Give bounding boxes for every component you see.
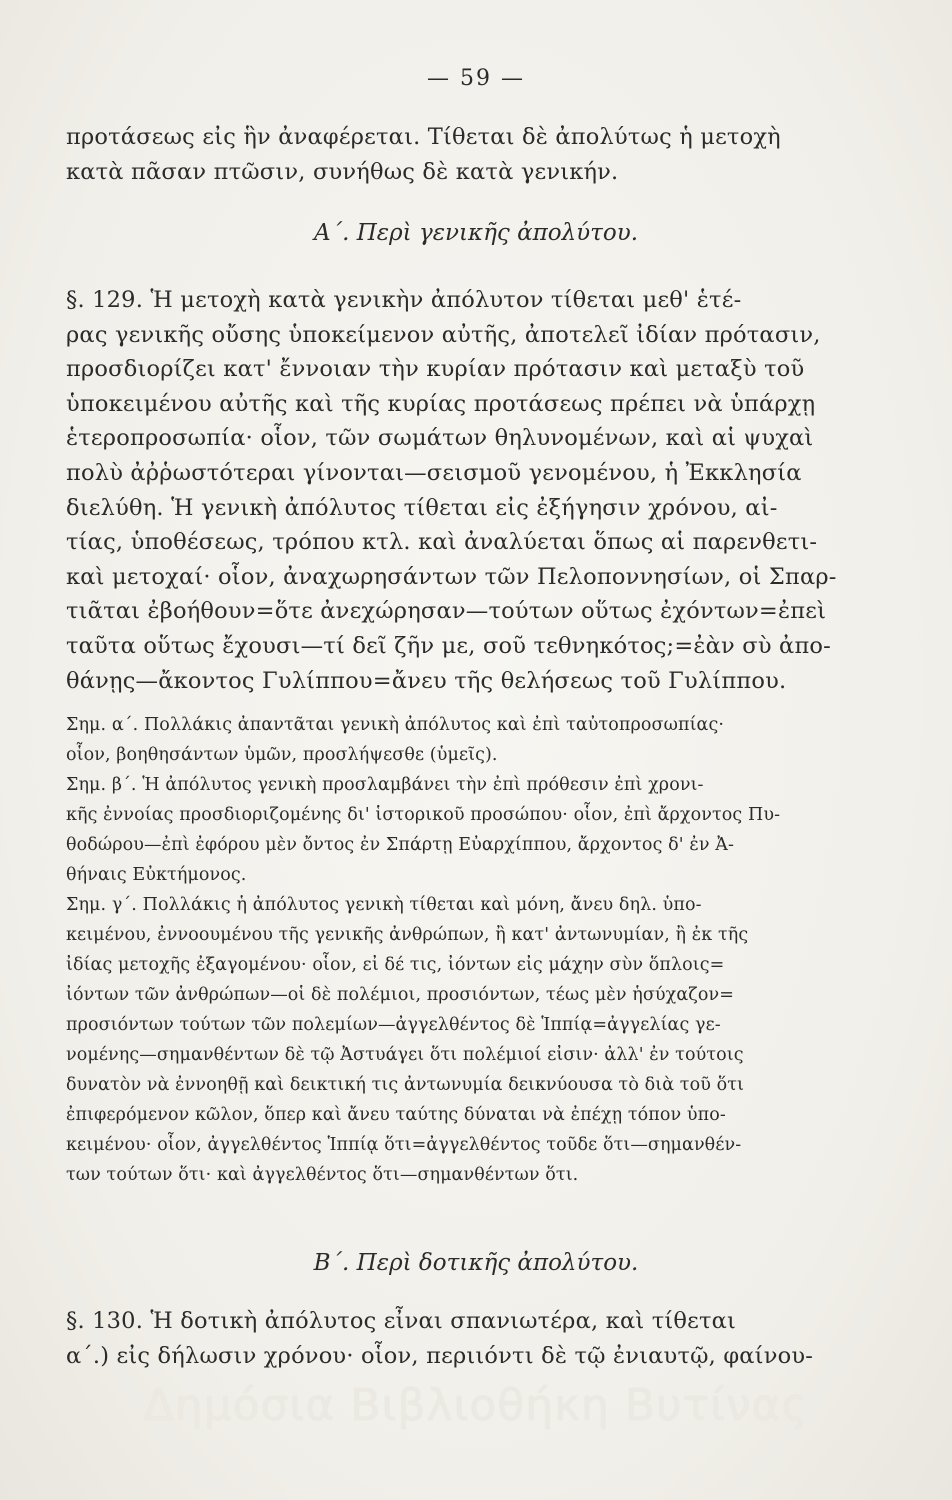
library-watermark: Δημόσια Βιβλιοθήκη Βυτίνας [143,1380,809,1431]
text-line: διελύθη. Ἡ γενικὴ ἀπόλυτος τίθεται εἰς ἐξήγησιν χρόνου, αἰ- [66,494,778,521]
note-line: προσιόντων τούτων τῶν πολεμίων—ἀγγελθέντος δὲ Ἱππίᾳ=ἀγγελίας γε- [66,1015,721,1035]
text-line: ταῦτα οὕτως ἔχουσι—τί δεῖ ζῆν με, σοῦ τεθνηκότος;=ἐὰν σὺ ἀπο- [66,632,831,659]
note-line: Σημ. β΄. Ἡ ἀπόλυτος γενικὴ προσλαμβάνει τὴν ἐπὶ πρόθεσιν ἐπὶ χρονι- [66,775,704,795]
note-line: νομένης—σημανθέντων δὲ τῷ Ἀστυάγει ὅτι πολέμιοί εἰσιν· ἀλλ' ἐν τούτοις [66,1045,744,1065]
note-line: Σημ. α΄. Πολλάκις ἀπαντᾶται γενικὴ ἀπόλυτος καὶ ἐπὶ ταὐτοπροσωπίας· [66,715,725,735]
section-130-paragraph [66,1304,894,1373]
section-heading-dative-absolute: Β΄. Περὶ δοτικῆς ἀπολύτου. [313,1250,639,1276]
text-line: προσδιορίζει κατ' ἔννοιαν τὴν κυρίαν πρότασιν καὶ μεταξὺ τοῦ [66,356,805,383]
text-line: §. 130. Ἡ δοτικὴ ἀπόλυτος εἶναι σπανιωτέρα, καὶ τίθεται [66,1308,737,1334]
text-line: ὑποκειμένου αὐτῆς καὶ τῆς κυρίας προτάσεως πρέπει νὰ ὑπάρχῃ [66,390,816,417]
note-line: κειμένου· οἷον, ἀγγελθέντος Ἱππίᾳ ὅτι=ἀγγελθέντος τοῦδε ὅτι—σημανθέν- [66,1135,742,1155]
note-line: οἷον, βοηθησάντων ὑμῶν, προσλήψεσθε (ὑμεῖς). [66,745,498,765]
text-line: τίας, ὑποθέσεως, τρόπου κτλ. καὶ ἀναλύεται ὅπως αἱ παρενθετι- [66,529,818,556]
note-line: κῆς ἐννοίας προσδιοριζομένης δι' ἱστορικοῦ προσώπου· οἷον, ἐπὶ ἄρχοντος Πυ- [66,805,781,825]
note-line: θήναις Εὐκτήμονος. [66,865,247,885]
note-line: κειμένου, ἐννοουμένου τῆς γενικῆς ἀνθρώπων, ἢ κατ' ἀντωνυμίαν, ἢ ἐκ τῆς [66,925,749,945]
note-line: ἰδίας μετοχῆς ἐξαγομένου· οἷον, εἰ δέ τις, ἰόντων εἰς μάχην σὺν ὅπλοις= [66,955,725,975]
text-line: ρας γενικῆς οὔσης ὑποκείμενον αὐτῆς, ἀποτελεῖ ἰδίαν πρότασιν, [66,321,821,348]
section-heading-genitive-absolute: Α΄. Περὶ γενικῆς ἀπολύτου. [313,220,639,246]
text-line: θάνῃς—ἄκοντος Γυλίππου=ἄνευ τῆς θελήσεως τοῦ Γυλίππου. [66,667,787,694]
page-number: — 59 — [427,66,525,91]
text-line: προτάσεως εἰς ἣν ἀναφέρεται. Τίθεται δὲ ἀπολύτως ἡ μετοχὴ [66,124,781,150]
note-line: Σημ. γ΄. Πολλάκις ἡ ἀπόλυτος γενικὴ τίθεται καὶ μόνη, ἄνευ δηλ. ὑπο- [66,895,702,915]
notes-block [66,710,894,1190]
note-line: θοδώρου—ἐπὶ ἐφόρου μὲν ὄντος ἐν Σπάρτῃ Εὐαρχίππου, ἄρχοντος δ' ἐν Ἀ- [66,835,734,855]
intro-paragraph [66,120,894,189]
note-line: δυνατὸν νὰ ἐννοηθῇ καὶ δεικτική τις ἀντωνυμία δεικνύουσα τὸ διὰ τοῦ ὅτι [66,1075,744,1095]
text-line: καὶ μετοχαί· οἷον, ἀναχωρησάντων τῶν Πελοποννησίων, οἱ Σπαρ- [66,563,837,590]
note-line: των τούτων ὅτι· καὶ ἀγγελθέντος ὅτι—σημανθέντων ὅτι. [66,1165,579,1185]
text-line: §. 129. Ἡ μετοχὴ κατὰ γενικὴν ἀπόλυτον τίθεται μεθ' ἑτέ- [66,287,742,313]
section-129-paragraph [66,283,894,698]
text-line: α΄.) εἰς δήλωσιν χρόνου· οἷον, περιιόντι δὲ τῷ ἐνιαυτῷ, φαίνου- [66,1342,814,1369]
text-line: πολὺ ἀῤῥωστότεραι γίνονται—σεισμοῦ γενομένου, ἡ Ἐκκλησία [66,459,802,486]
note-line: ἰόντων τῶν ἀνθρώπων—οἱ δὲ πολέμιοι, προσιόντων, τέως μὲν ἡσύχαζον= [66,985,734,1005]
note-line: ἐπιφερόμενον κῶλον, ὅπερ καὶ ἄνευ ταύτης δύναται νὰ ἐπέχῃ τόπον ὑπο- [66,1105,726,1125]
text-line: ἑτεροπροσωπία· οἷον, τῶν σωμάτων θηλυνομένων, καὶ αἱ ψυχαὶ [66,425,814,452]
text-line: τιᾶται ἐβοήθουν=ὅτε ἀνεχώρησαν—τούτων οὕτως ἐχόντων=ἐπεὶ [66,598,827,625]
text-line: κατὰ πᾶσαν πτῶσιν, συνήθως δὲ κατὰ γενικήν. [66,158,619,185]
